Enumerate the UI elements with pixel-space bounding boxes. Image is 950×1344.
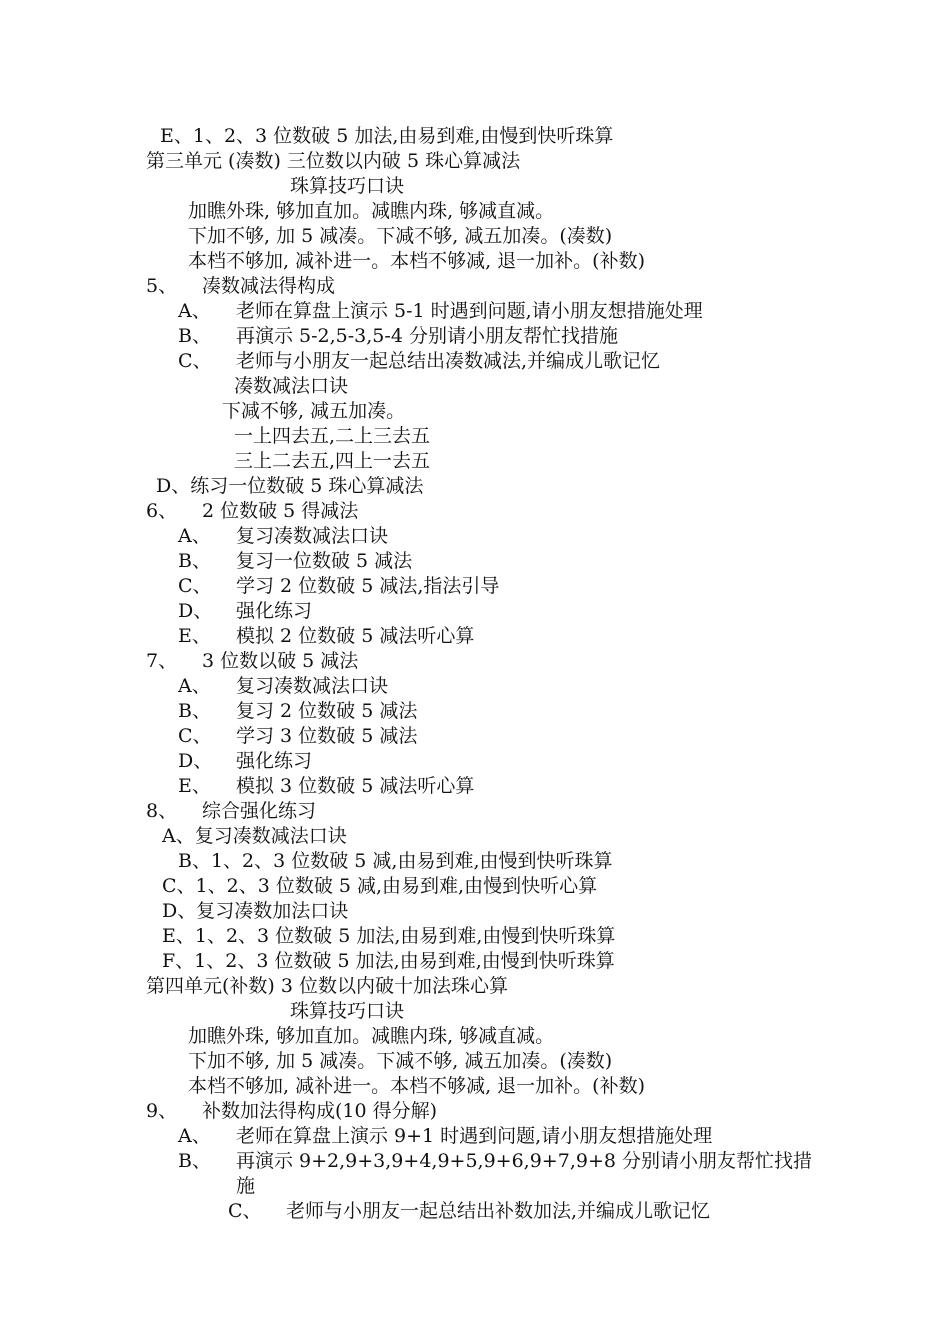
numbered-item	[146, 499, 358, 524]
item-text: 2 位数破 5 得减法	[202, 500, 359, 522]
list-item	[228, 1199, 710, 1224]
item-text: 模拟 3 位数破 5 减法听心算	[236, 775, 475, 797]
item-text: 复习凑数减法口诀	[236, 675, 389, 697]
item-marker: B、	[178, 550, 211, 572]
numbered-item	[146, 799, 316, 824]
item-text: 再演示 9+2,9+3,9+4,9+5,9+6,9+7,9+8 分别请小朋友帮忙找措	[236, 1150, 812, 1172]
numbered-item	[146, 1099, 437, 1124]
item-marker: A、	[178, 675, 211, 697]
item-number: 6、	[146, 500, 178, 522]
item-text: 模拟 2 位数破 5 减法听心算	[236, 625, 475, 647]
item-marker: C、	[178, 350, 212, 372]
rhyme-line: 下加不够, 加 5 减凑。下减不够, 减五加凑。(凑数)	[188, 1050, 613, 1072]
item-text: 强化练习	[236, 750, 313, 772]
item-number: 9、	[146, 1100, 178, 1122]
item-marker: A、	[178, 1125, 211, 1147]
list-item	[178, 574, 499, 599]
section-heading: 第四单元(补数) 3 位数以内破十加法珠心算	[146, 975, 508, 997]
list-item	[178, 699, 417, 724]
text-line: D、练习一位数破 5 珠心算减法	[156, 475, 424, 497]
rhyme-line: 加瞧外珠, 够加直加。减瞧内珠, 够减直减。	[188, 1025, 555, 1047]
text-line: B、1、2、3 位数破 5 减,由易到难,由慢到快听珠算	[178, 850, 613, 872]
item-marker: E、	[178, 775, 211, 797]
item-number: 7、	[146, 650, 178, 672]
item-text: 强化练习	[236, 600, 313, 622]
text-line: E、1、2、3 位数破 5 加法,由易到难,由慢到快听珠算	[160, 125, 614, 147]
subheading: 珠算技巧口诀	[290, 175, 405, 197]
item-number: 8、	[146, 800, 178, 822]
item-marker: C、	[178, 575, 212, 597]
list-item	[178, 1149, 812, 1174]
item-marker: E、	[178, 625, 211, 647]
item-text: 老师与小朋友一起总结出凑数减法,并编成儿歌记忆	[236, 350, 661, 372]
list-item	[178, 749, 312, 774]
list-item	[178, 674, 388, 699]
rhyme-line: 下加不够, 加 5 减凑。下减不够, 减五加凑。(凑数)	[188, 225, 613, 247]
item-text: 老师与小朋友一起总结出补数加法,并编成儿歌记忆	[286, 1200, 711, 1222]
item-text: 3 位数以破 5 减法	[202, 650, 359, 672]
item-marker: A、	[178, 525, 211, 547]
list-item	[178, 724, 417, 749]
rhyme-line: 本档不够加, 减补进一。本档不够减, 退一加补。(补数)	[188, 1075, 645, 1097]
item-text: 凑数减法得构成	[202, 275, 336, 297]
rhyme-line: 本档不够加, 减补进一。本档不够减, 退一加补。(补数)	[188, 250, 645, 272]
list-item	[178, 774, 474, 799]
text-line: C、1、2、3 位数破 5 减,由易到难,由慢到快听心算	[162, 875, 598, 897]
item-text: 复习 2 位数破 5 减法	[236, 700, 418, 722]
text-line: F、1、2、3 位数破 5 加法,由易到难,由慢到快听珠算	[162, 950, 615, 972]
item-text: 老师在算盘上演示 9+1 时遇到问题,请小朋友想措施处理	[236, 1125, 713, 1147]
item-marker: D、	[178, 750, 213, 772]
item-text: 学习 3 位数破 5 减法	[236, 725, 418, 747]
item-text: 再演示 5-2,5-3,5-4 分别请小朋友帮忙找措施	[236, 325, 618, 347]
subheading: 珠算技巧口诀	[290, 1000, 405, 1022]
item-marker: C、	[228, 1200, 262, 1222]
item-marker: C、	[178, 725, 212, 747]
list-item	[178, 599, 312, 624]
text-line: 施	[236, 1175, 256, 1197]
item-text: 综合强化练习	[202, 800, 317, 822]
rhyme-line: 加瞧外珠, 够加直加。减瞧内珠, 够减直减。	[188, 200, 555, 222]
rhyme-line: 下减不够, 减五加凑。	[222, 400, 406, 422]
item-number: 5、	[146, 275, 178, 297]
list-item	[178, 1124, 712, 1149]
list-item	[178, 299, 703, 324]
item-text: 学习 2 位数破 5 减法,指法引导	[236, 575, 500, 597]
numbered-item	[146, 649, 358, 674]
list-item	[178, 524, 388, 549]
item-text: 复习凑数减法口诀	[236, 525, 389, 547]
text-line: E、1、2、3 位数破 5 加法,由易到难,由慢到快听珠算	[162, 925, 616, 947]
item-text: 复习一位数破 5 减法	[236, 550, 413, 572]
subheading: 凑数减法口诀	[234, 375, 349, 397]
item-marker: B、	[178, 700, 211, 722]
list-item	[178, 349, 660, 374]
section-heading: 第三单元 (凑数) 三位数以内破 5 珠心算减法	[146, 150, 521, 172]
list-item	[178, 624, 474, 649]
item-marker: A、	[178, 300, 211, 322]
item-marker: D、	[178, 600, 213, 622]
numbered-item	[146, 274, 335, 299]
item-text: 补数加法得构成(10 得分解)	[202, 1100, 438, 1122]
text-line: A、复习凑数减法口诀	[162, 825, 347, 847]
item-marker: B、	[178, 1150, 211, 1172]
rhyme-line: 一上四去五,二上三去五	[234, 425, 431, 447]
list-item	[178, 324, 618, 349]
item-marker: B、	[178, 325, 211, 347]
text-line: D、复习凑数加法口诀	[162, 900, 349, 922]
item-text: 老师在算盘上演示 5-1 时遇到问题,请小朋友想措施处理	[236, 300, 703, 322]
list-item	[178, 549, 412, 574]
rhyme-line: 三上二去五,四上一去五	[234, 450, 431, 472]
